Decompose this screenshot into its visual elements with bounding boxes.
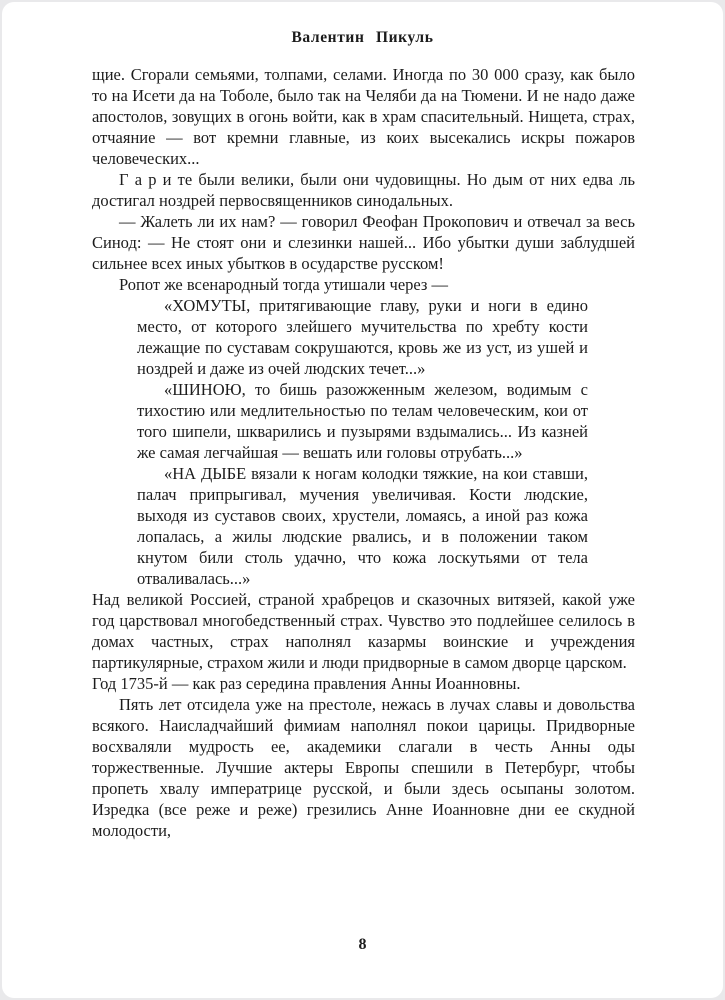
paragraph: Пять лет отсидела уже на престоле, нежась в лучах славы и довольства всякого. Наисладчайший фимиам наполнял покои царицы. Придворные восхваляли мудрость ее, академики слагали в честь Анны оды торжественные. Лучшие актеры Европы спешили в Петербург, чтобы пропеть хвалу императрице русской, и были здесь осыпаны золотом. Изредка (все реже и реже) грезились Анне Иоанновне дни ее скудной молодости, xyxy=(92,695,635,840)
paragraph: Г а р и те были велики, были они чудовищны. Но дым от них едва ль достигал ноздрей первосвященников синодальных. xyxy=(92,170,635,210)
paragraph: — Жалеть ли их нам? — говорил Феофан Прокопович и отвечал за весь Синод: — Не стоят они и слезинки нашей... Ибо убытки души заблудшей сильнее всех иных убытков в осударстве русском! xyxy=(92,212,635,273)
book-page xyxy=(2,2,723,998)
page-body xyxy=(92,64,635,841)
page-number: 8 xyxy=(358,936,367,953)
paragraph: «НА ДЫБЕ вязали к ногам колодки тяжкие, на кои ставши, палач припрыгивал, мучения увеличивая. Кости людские, выходя из суставов своих, хрустели, ломаясь, а иной раз кожа лопалась, а жилы людские рвались, и в положении таком кнутом били столь удачно, что кожа лоскутьями от тела отваливалась...» xyxy=(137,464,588,588)
paragraph: Год 1735-й — как раз середина правления Анны Иоанновны. xyxy=(92,674,521,693)
running-header: Валентин Пикуль xyxy=(291,29,434,46)
paragraph: Ропот же всенародный тогда утишали через — xyxy=(119,275,449,294)
paragraph: «ШИНОЮ, то бишь разожженным железом, водимым с тихостию или медлительностью по телам человеческим, кои от того шипели, шкварились и пузырями вздымались... Из казней же самая легчайшая — вешать или головы отрубать...» xyxy=(137,380,588,462)
paragraph: Над великой Россией, страной храбрецов и сказочных витязей, какой уже год царствовал многобедственный страх. Чувство это подлейшее селилось в домах частных, страх наполнял казармы воинские и учреждения партикулярные, страхом жили и люди придворные в самом дворце царском. xyxy=(92,590,635,672)
paragraph: щие. Сгорали семьями, толпами, селами. Иногда по 30 000 сразу, как было то на Исети да на Тоболе, было так на Челяби да на Тюмени. И не надо даже апостолов, зовущих в огонь войти, как в храм спасительный. Нищета, страх, отчаяние — вот кремни главные, из коих высекались искры пожаров человеческих... xyxy=(92,65,635,168)
paragraph: «ХОМУТЫ, притягивающие главу, руки и ноги в едино место, от которого злейшего мучительства по хребту кости лежащие по суставам сокрушаются, кровь же из уст, из ушей и ноздрей и даже из очей людских течет...» xyxy=(137,296,588,378)
